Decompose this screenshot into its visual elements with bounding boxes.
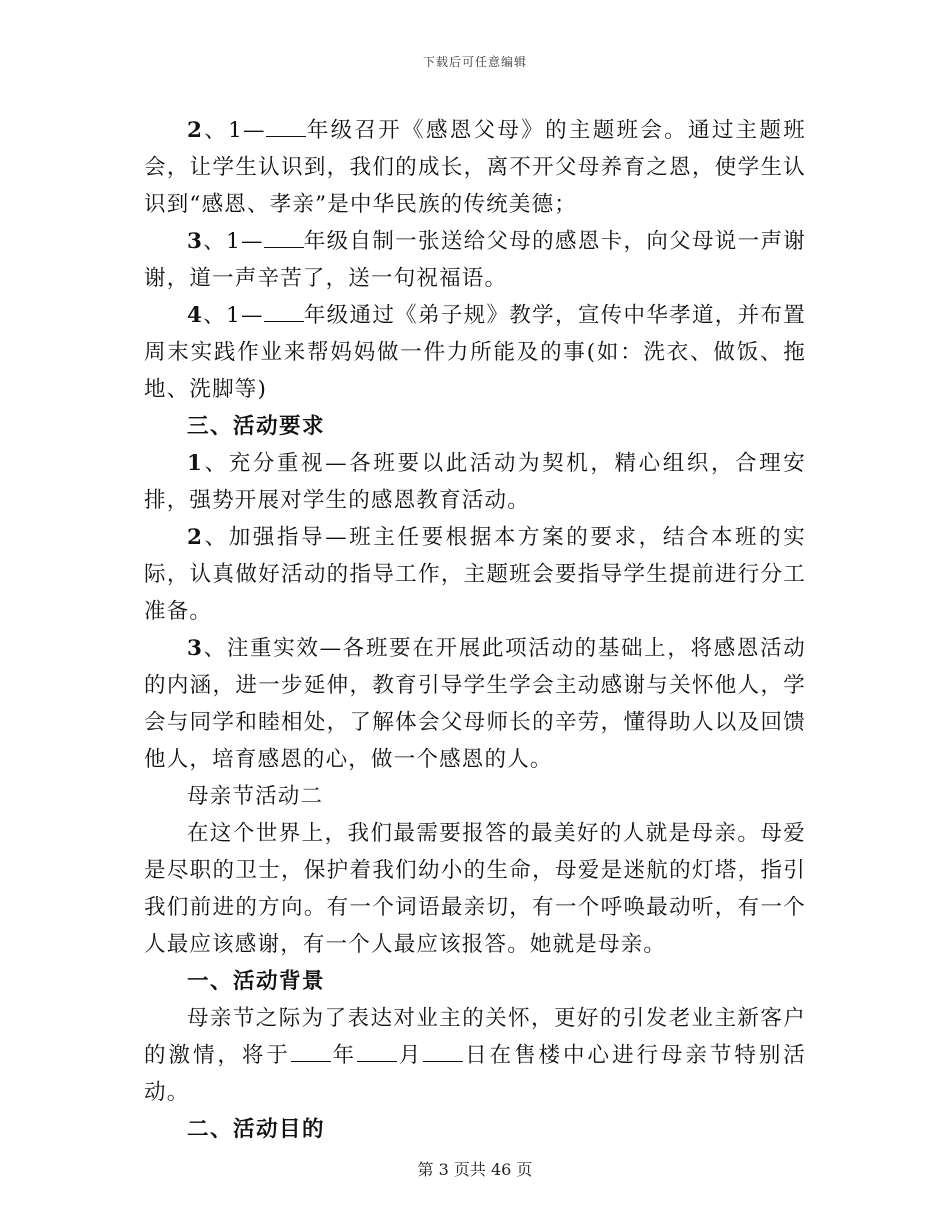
item-text: 、注重实效—各班要在开展此项活动的基础上，将感恩活动的内涵，进一步延伸，教育引导学生学会主动感谢与关怀他人，学会与同学和睦相处，了解体会父母师长的辛劳，懂得助人以及回馈他人，培育感恩的心，做一个感恩的人。: [144, 636, 806, 772]
item-number: 4: [187, 303, 204, 328]
item-number: 3: [187, 229, 204, 254]
activity-two-title: 母亲节活动二: [187, 784, 324, 809]
list-item-4: [144, 297, 806, 408]
list-item-3: [144, 223, 806, 297]
background-text: 母亲节之际为了表达对业主的关怀，更好的引发老业主新客户的激情，将于: [144, 1006, 806, 1068]
item-number: 3: [187, 636, 204, 661]
item-number: 1: [187, 451, 204, 476]
day-text: 日在售楼中心进行母亲节特别活动。: [144, 1043, 806, 1105]
activity-two-intro: 在这个世界上，我们最需要报答的最美好的人就是母亲。母爱是尽职的卫士，保护着我们幼小的生命，母爱是迷航的灯塔，指引我们前进的方向。有一个词语最亲切，有一个呼唤最动听，有一个人最应该感谢，有一个人最应该报答。她就是母亲。: [144, 821, 806, 957]
blank-line-month: [357, 1043, 397, 1062]
blank-line-day: [423, 1043, 463, 1062]
section-heading-requirements: 三、活动要求: [187, 414, 326, 439]
background-paragraph: [144, 1000, 806, 1111]
item-number: 2: [187, 118, 204, 143]
document-body: [144, 112, 806, 1148]
item-prefix: 、1—: [203, 303, 264, 328]
item-text: 、充分重视—各班要以此活动为契机，精心组织，合理安排，强势开展对学生的感恩教育活动。: [144, 451, 806, 513]
item-text: 年级召开《感恩父母》的主题班会。通过主题班会，让学生认识到，我们的成长，离不开父母养育之恩，使学生认识到“感恩、孝亲”是中华民族的传统美德；: [144, 118, 807, 217]
item-prefix: 、1—: [203, 229, 264, 254]
list-item-2: [144, 112, 806, 223]
requirement-item-1: [144, 445, 806, 519]
item-text: 年级自制一张送给父母的感恩卡，向父母说一声谢谢，道一声辛苦了，送一句祝福语。: [144, 229, 806, 291]
requirement-item-3: [144, 630, 806, 778]
item-text: 年级通过《弟子规》教学，宣传中华孝道，并布置周末实践作业来帮妈妈做一件力所能及的事(如：洗衣、做饭、拖地、洗脚等): [144, 303, 806, 402]
page-footer: 第 3 页共 46 页: [417, 1160, 533, 1179]
blank-line-year: [291, 1043, 331, 1062]
blank-line: [264, 303, 304, 322]
requirement-item-2: [144, 519, 806, 630]
section-heading-purpose: 二、活动目的: [187, 1117, 326, 1142]
item-text: 、加强指导—班主任要根据本方案的要求，结合本班的实际，认真做好活动的指导工作，主题班会要指导学生提前进行分工准备。: [144, 525, 806, 624]
year-label: 年: [330, 1043, 358, 1068]
month-label: 月: [397, 1043, 424, 1068]
item-number: 2: [187, 525, 204, 550]
blank-line: [264, 229, 304, 248]
blank-line: [266, 118, 306, 137]
item-prefix: 、1—: [203, 118, 266, 143]
header-note: 下载后可任意编辑: [422, 55, 527, 69]
section-heading-background: 一、活动背景: [187, 969, 326, 994]
